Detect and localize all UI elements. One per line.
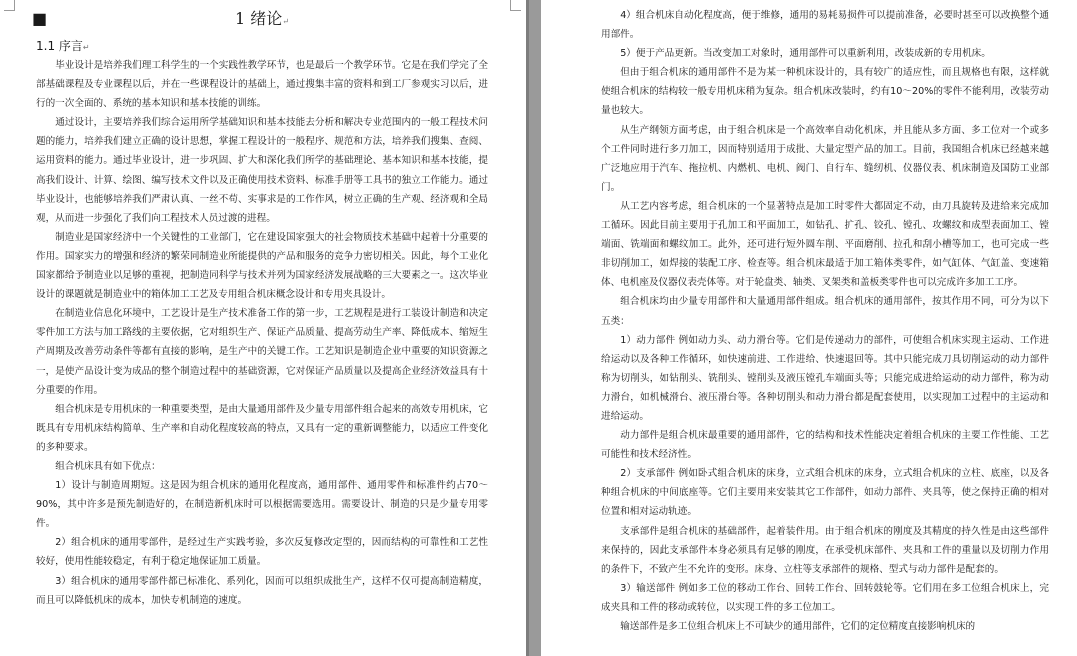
paragraph: 组合机床是专用机床的一种重要类型，是由大量通用部件及少量专用部件组合起来的高效专用机床，它既具有专用机床结构简单、生产率和自动化程度较高的特点，又具有一定的重新调整能力，以适应工件变化的多种要求。 [36,403,488,453]
paragraph: 但由于组合机床的通用部件不是为某一种机床设计的，具有较广的适应性，而且规格也有限，这样就使组合机床的结构较一般专用机床稍为复杂。组合机床改装时，约有10～20%的零件不能利用，改装劳动量也较大。 [601,67,1049,117]
paragraph: 组合机床均由少量专用部件和大量通用部件组成。组合机床的通用部件，按其作用不同，可分为以下五类： [601,296,1049,327]
paragraph: 支承部件是组合机床的基础部件，起着装件用。由于组合机床的刚度及其精度的持久性是由这些部件来保持的，因此支承部件本身必须具有足够的刚度，在承受机床部件、夹具和工件的重量以及切削力作用的条件下，不致产生不允许的变形。床身、立柱等支承部件的规格、型式与动力部件是配套的。 [601,525,1049,575]
paragraph: 3）输送部件 例如多工位的移动工作台、回转工作台、回转鼓轮等。它们用在多工位组合机床上，完成夹具和工件的移动或转位，以实现工件的多工位加工。 [601,582,1049,613]
page-gap [526,0,541,656]
page-content [32,0,488,610]
paragraph: 5）便于产品更新。当改变加工对象时，通用部件可以重新利用，改装成新的专用机床。 [620,48,991,60]
paragraph: 组合机床具有如下优点： [55,460,161,472]
paragraph: 1）动力部件 例如动力头、动力滑台等。它们是传递动力的部件，可使组合机床实现主运动、工作进给运动以及各种工作循环，如快速前进、工作进给、快速退回等。其中只能完成刀具切削运动的动力部件称为切削头，如钻削头、铣削头、镗削头及液压镗孔车端面头等；只能完成进给运动的动力部件，称为动力滑台，如机械滑台、液压滑台等。各种切削头和动力滑台都是配套使用，以实现加工过程中的主运动和进给运动。 [601,334,1049,422]
document-page-left [0,0,526,656]
paragraph: 输送部件是多工位组合机床上不可缺少的通用部件，它们的定位精度直接影响机床的 [620,621,976,632]
paragraph: 在制造业信息化环境中，工艺设计是生产技术准备工作的第一步，工艺规程是进行工装设计制造和决定零件加工方法与加工路线的主要依据，它对组织生产、保证产品质量、提高劳动生产率、降低成本、缩短生产周期及改善劳动条件等都有直接的影响，是生产中的关键工作。工艺知识是制造企业中重要的知识资源之一，是使产品设计变为成品的整个制造过程中的基础资源，它对保证产品质量以及提高企业经济效益具有十分重要的作用。 [36,308,488,396]
page-content [601,0,1049,636]
paragraph: 2）组合机床的通用零部件，是经过生产实践考验，多次反复修改定型的，因而结构的可靠性和工艺性较好，使用性能较稳定，有利于稳定地保证加工质量。 [36,537,488,568]
paragraph: 3）组合机床的通用零部件都已标准化、系列化，因而可以组织成批生产，这样不仅可提高制造精度，而且可以降低机床的成本，加快专机制造的速度。 [36,575,488,606]
document-page-right [541,0,1077,656]
paragraph: 制造业是国家经济中一个关键性的工业部门，它在建设国家强大的社会物质技术基础中起着十分重要的作用。国家实力的增强和经济的繁荣同制造业所能提供的产品和服务的竞争力密切相关。因此，每个工业化国家都给予制造业以足够的重视，把制造同科学与技术并列为国家经济发展战略的三大要素之一。这次毕业设计的课题就是制造业中的箱体加工工艺及专用组合机床概念设计和专用夹具设计。 [36,231,488,301]
paragraph: 动力部件是组合机床最重要的通用部件，它的结构和技术性能决定着组合机床的主要工作性能、工艺可能性和技术经济性。 [601,430,1049,461]
section-heading: 1.1 序言↵ [36,39,90,53]
bullet-mark: ■ [32,9,48,28]
paragraph: 2）支承部件 例如卧式组合机床的床身，立式组合机床的床身，立式组合机床的立柱、底座，以及各种组合机床的中间底座等。它们主要用来安装其它工作部件，如动力部件、夹具等，使之保持正确的相对位置和相对运动轨迹。 [601,468,1049,518]
paragraph: 毕业设计是培养我们理工科学生的一个实践性教学环节，也是最后一个教学环节。它是在我们学完了全部基础课程及专业课程以后，并在一些课程设计的基础上，通过搜集丰富的资料和到工厂参观实习以后，进行的一次全面的、系统的基本知识和基本技能的训练。 [36,60,488,110]
paragraph: 从工艺内容考虑，组合机床的一个显著特点是加工时零件大都固定不动，由刀具旋转及进给来完成加工循环。因此目前主要用于孔加工和平面加工，如钻孔、扩孔、铰孔、镗孔、攻螺纹和成型表面加工、镗端面、铣端面和螺纹加工。此外，还可进行短外圆车削、平面磨削、拉孔和刮小槽等加工，也可完成一些非切削加工，如焊接的装配工序、检查等。组合机床最适于加工箱体类零件，如气缸体、气缸盖、变速箱体、电机座及仪器仪表壳体等。对于轮盘类、轴类、叉架类和盖板类零件也可以完成许多加工工序。 [601,200,1049,289]
paragraph: 4）组合机床自动化程度高，便于维修，通用的易耗易损件可以提前准备，必要时甚至可以改换整个通用部件。 [601,10,1049,41]
paragraph: 通过设计，主要培养我们综合运用所学基础知识和基本技能去分析和解决专业范围内的一般工程技术问题的能力，培养我们建立正确的设计思想，掌握工程设计的一般程序、规范和方法，培养我们搜集、查阅、运用资料的能力。通过毕业设计，进一步巩固、扩大和深化我们所学的基础理论、基本知识和基本技能，提高我们设计、计算、绘图、编写技术文件以及正确使用技术资料、标准手册等工具书的独立工作能力。通过毕业设计，也能够培养我们严肃认真、一丝不苟、实事求是的工作作风，树立正确的生产观、经济观和全局观，从而进一步强化了我们向工程技术人员过渡的进程。 [36,117,488,224]
chapter-title: ■ 1 绪论↵ [32,9,289,28]
paragraph: 1）设计与制造周期短。这是因为组合机床的通用化程度高，通用部件、通用零件和标准件约占70～90%，其中许多是预先制造好的，在制造新机床时可以根据需要选用。需要设计、制造的只是少量专用零件。 [36,480,488,530]
page-corner-mark [4,0,15,11]
page-corner-mark [510,0,521,11]
paragraph: 从生产纲领方面考虑，由于组合机床是一个高效率自动化机床，并且能从多方面、多工位对一个或多个工件同时进行多刀加工，因而特别适用于成批、大量定型产品的加工。目前，我国组合机床已经越来越广泛地应用于汽车、拖拉机、内燃机、电机、阀门、自行车、缝纫机、仪器仪表、机床制造及国防工业部门。 [601,124,1049,193]
